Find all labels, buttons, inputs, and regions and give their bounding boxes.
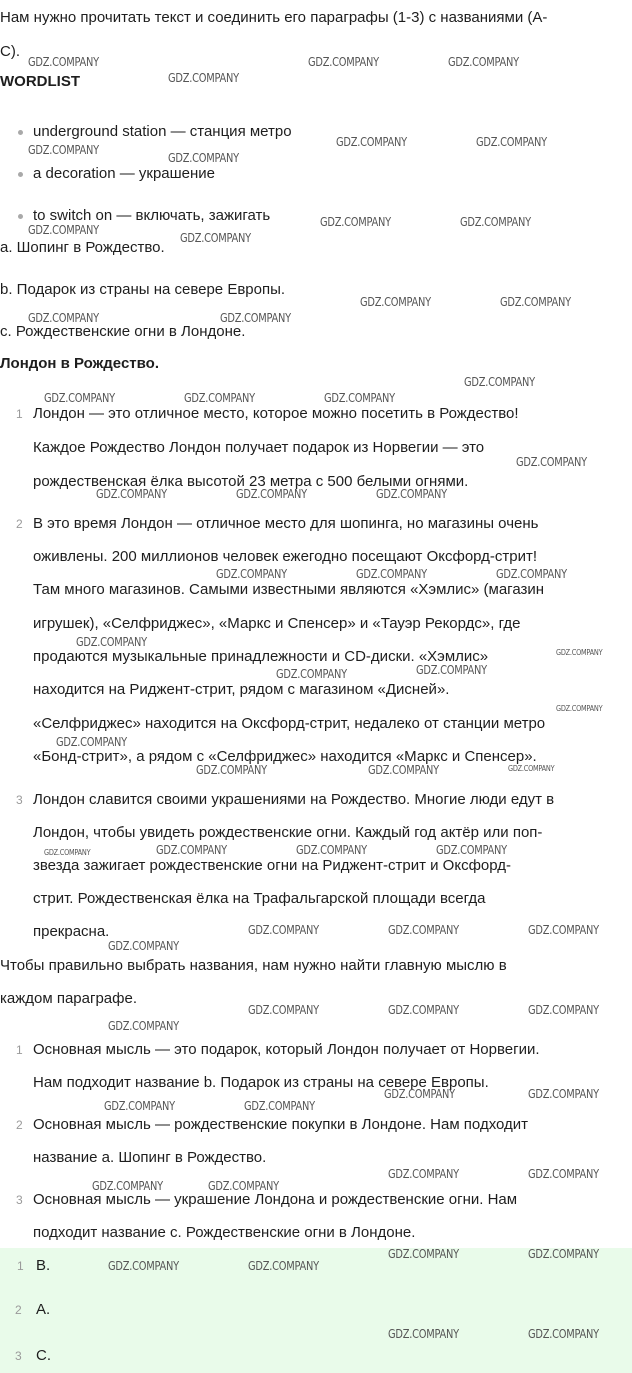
paragraph-1-line: Каждое Рождество Лондон получает подарок из Норвегии — это xyxy=(33,439,485,456)
explanation-intro-line: Чтобы правильно выбрать названия, нам нужно найти главную мыслю в xyxy=(0,957,507,974)
watermark: GDZ.COMPANY xyxy=(464,375,535,389)
explanation-number: 1 xyxy=(16,1043,23,1057)
watermark: GDZ.COMPANY xyxy=(308,55,379,69)
bullet-icon xyxy=(18,172,23,177)
watermark: GDZ.COMPANY xyxy=(104,1099,175,1113)
watermark: GDZ.COMPANY xyxy=(508,764,555,773)
watermark: GDZ.COMPANY xyxy=(108,1019,179,1033)
watermark: GDZ.COMPANY xyxy=(320,215,391,229)
paragraph-2-line: «Бонд-стрит», а рядом с «Селфриджес» находится «Маркс и Спенсер». xyxy=(33,748,537,765)
watermark: GDZ.COMPANY xyxy=(384,1087,455,1101)
watermark: GDZ.COMPANY xyxy=(336,135,407,149)
wordlist-item-3: to switch on — включать, зажигать xyxy=(33,207,271,224)
paragraph-number: 3 xyxy=(16,793,23,807)
watermark: GDZ.COMPANY xyxy=(28,311,99,325)
watermark: GDZ.COMPANY xyxy=(248,1259,319,1273)
title-option-a: a. Шопинг в Рождество. xyxy=(0,239,165,256)
watermark: GDZ.COMPANY xyxy=(528,1003,599,1017)
paragraph-2-line: В это время Лондон — отличное место для шопинга, но магазины очень xyxy=(33,515,539,532)
watermark: GDZ.COMPANY xyxy=(500,295,571,309)
paragraph-1-line: Лондон — это отличное место, которое можно посетить в Рождество! xyxy=(33,405,519,422)
watermark: GDZ.COMPANY xyxy=(556,704,603,713)
watermark: GDZ.COMPANY xyxy=(436,843,507,857)
watermark: GDZ.COMPANY xyxy=(528,1327,599,1341)
watermark: GDZ.COMPANY xyxy=(388,923,459,937)
watermark: GDZ.COMPANY xyxy=(220,311,291,325)
paragraph-number: 2 xyxy=(16,517,23,531)
watermark: GDZ.COMPANY xyxy=(168,71,239,85)
watermark: GDZ.COMPANY xyxy=(528,923,599,937)
watermark: GDZ.COMPANY xyxy=(528,1247,599,1261)
watermark: GDZ.COMPANY xyxy=(496,567,567,581)
watermark: GDZ.COMPANY xyxy=(388,1327,459,1341)
answer-value: A. xyxy=(36,1301,51,1318)
title-option-c: c. Рождественские огни в Лондоне. xyxy=(0,323,246,340)
watermark: GDZ.COMPANY xyxy=(296,843,367,857)
watermark: GDZ.COMPANY xyxy=(324,391,395,405)
watermark: GDZ.COMPANY xyxy=(208,1179,279,1193)
answer-value: C. xyxy=(36,1347,51,1364)
paragraph-2-line: оживлены. 200 миллионов человек ежегодно посещают Оксфорд-стрит! xyxy=(33,548,538,565)
explanation-number: 2 xyxy=(16,1118,23,1132)
watermark: GDZ.COMPANY xyxy=(28,143,99,157)
paragraph-3-line: звезда зажигает рождественские огни на Риджент-стрит и Оксфорд- xyxy=(33,857,511,874)
watermark: GDZ.COMPANY xyxy=(248,923,319,937)
wordlist-heading: WORDLIST xyxy=(0,73,80,90)
text-title: Лондон в Рождество. xyxy=(0,355,159,372)
answer-number: 1 xyxy=(17,1259,24,1273)
paragraph-3-line: Лондон, чтобы увидеть рождественские огни. Каждый год актёр или поп- xyxy=(33,824,543,841)
explanation-3-line: Основная мысль — украшение Лондона и рождественские огни. Нам xyxy=(33,1191,518,1208)
paragraph-2-line: продаются музыкальные принадлежности и CD-диски. «Хэмлис» xyxy=(33,648,489,665)
answer-value: B. xyxy=(36,1257,51,1274)
paragraph-number: 1 xyxy=(16,407,23,421)
bullet-icon xyxy=(18,214,23,219)
watermark: GDZ.COMPANY xyxy=(156,843,227,857)
intro-line-1: Нам нужно прочитать текст и соединить его параграфы (1-3) с названиями (А- xyxy=(0,9,548,26)
watermark: GDZ.COMPANY xyxy=(216,567,287,581)
watermark: GDZ.COMPANY xyxy=(460,215,531,229)
watermark: GDZ.COMPANY xyxy=(28,55,99,69)
watermark: GDZ.COMPANY xyxy=(244,1099,315,1113)
watermark: GDZ.COMPANY xyxy=(556,648,603,657)
intro-line-2: С). xyxy=(0,43,20,60)
explanation-2-line: название а. Шопинг в Рождество. xyxy=(33,1149,267,1166)
watermark: GDZ.COMPANY xyxy=(388,1247,459,1261)
wordlist-item-1: underground station — станция метро xyxy=(33,123,292,140)
explanation-1-line: Основная мысль — это подарок, который Лондон получает от Норвегии. xyxy=(33,1041,540,1058)
watermark: GDZ.COMPANY xyxy=(236,487,307,501)
explanation-2-line: Основная мысль — рождественские покупки в Лондоне. Нам подходит xyxy=(33,1116,529,1133)
watermark: GDZ.COMPANY xyxy=(56,735,127,749)
explanation-number: 3 xyxy=(16,1193,23,1207)
paragraph-3-line: прекрасна. xyxy=(33,923,110,940)
watermark: GDZ.COMPANY xyxy=(180,231,251,245)
watermark: GDZ.COMPANY xyxy=(248,1003,319,1017)
watermark: GDZ.COMPANY xyxy=(528,1087,599,1101)
paragraph-2-line: игрушек), «Селфриджес», «Маркс и Спенсер» и «Тауэр Рекордс», где xyxy=(33,615,521,632)
watermark: GDZ.COMPANY xyxy=(44,391,115,405)
paragraph-1-line: рождественская ёлка высотой 23 метра с 500 белыми огнями. xyxy=(33,473,469,490)
explanation-intro-line: каждом параграфе. xyxy=(0,990,137,1007)
answer-number: 2 xyxy=(15,1303,22,1317)
watermark: GDZ.COMPANY xyxy=(368,763,439,777)
watermark: GDZ.COMPANY xyxy=(108,939,179,953)
watermark: GDZ.COMPANY xyxy=(516,455,587,469)
explanation-3-line: подходит название с. Рождественские огни в Лондоне. xyxy=(33,1224,416,1241)
watermark: GDZ.COMPANY xyxy=(108,1259,179,1273)
watermark: GDZ.COMPANY xyxy=(376,487,447,501)
watermark: GDZ.COMPANY xyxy=(168,151,239,165)
watermark: GDZ.COMPANY xyxy=(44,848,91,857)
watermark: GDZ.COMPANY xyxy=(28,223,99,237)
watermark: GDZ.COMPANY xyxy=(416,663,487,677)
paragraph-3-line: Лондон славится своими украшениями на Рождество. Многие люди едут в xyxy=(33,791,555,808)
watermark: GDZ.COMPANY xyxy=(196,763,267,777)
paragraph-2-line: находится на Риджент-стрит, рядом с магазином «Дисней». xyxy=(33,681,450,698)
watermark: GDZ.COMPANY xyxy=(448,55,519,69)
paragraph-3-line: стрит. Рождественская ёлка на Трафальгарской площади всегда xyxy=(33,890,486,907)
watermark: GDZ.COMPANY xyxy=(76,635,147,649)
explanation-1-line: Нам подходит название b. Подарок из страны на севере Европы. xyxy=(33,1074,489,1091)
watermark: GDZ.COMPANY xyxy=(388,1003,459,1017)
answer-number: 3 xyxy=(15,1349,22,1363)
title-option-b: b. Подарок из страны на севере Европы. xyxy=(0,281,286,298)
bullet-icon xyxy=(18,130,23,135)
paragraph-2-line: Там много магазинов. Самыми известными являются «Хэмлис» (магазин xyxy=(33,581,545,598)
watermark: GDZ.COMPANY xyxy=(184,391,255,405)
watermark: GDZ.COMPANY xyxy=(528,1167,599,1181)
watermark: GDZ.COMPANY xyxy=(476,135,547,149)
paragraph-2-line: «Селфриджес» находится на Оксфорд-стрит, недалеко от станции метро xyxy=(33,715,546,732)
watermark: GDZ.COMPANY xyxy=(276,667,347,681)
watermark: GDZ.COMPANY xyxy=(356,567,427,581)
watermark: GDZ.COMPANY xyxy=(92,1179,163,1193)
watermark: GDZ.COMPANY xyxy=(388,1167,459,1181)
watermark: GDZ.COMPANY xyxy=(360,295,431,309)
wordlist-item-2: a decoration — украшение xyxy=(33,165,216,182)
watermark: GDZ.COMPANY xyxy=(96,487,167,501)
